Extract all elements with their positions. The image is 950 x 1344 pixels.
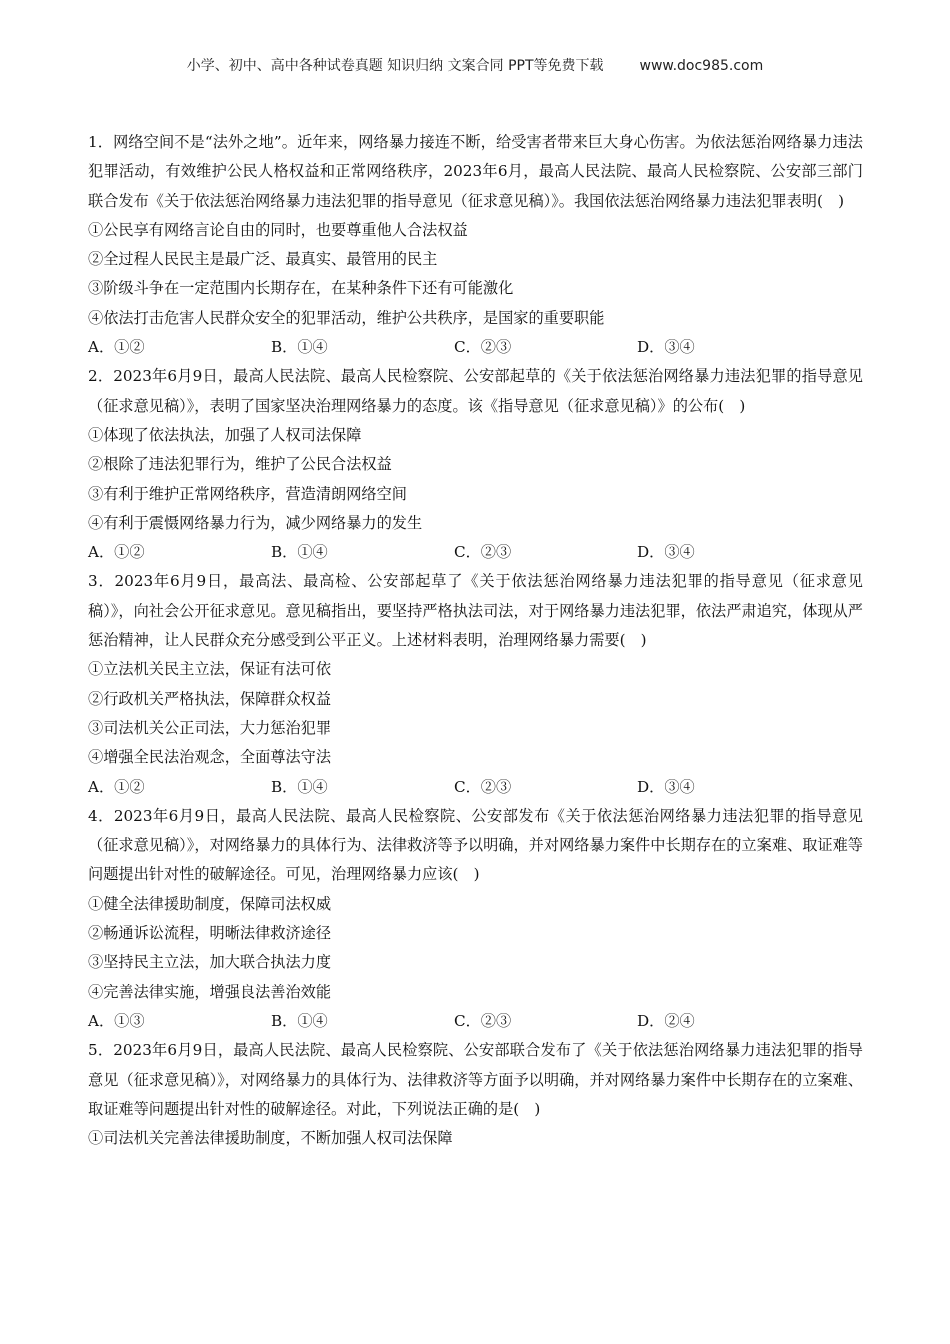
header-url[interactable]: www.doc985.com [639,58,764,74]
answer-choice-b[interactable]: B．①④ [271,1011,328,1030]
answer-choice-a[interactable]: A．①③ [88,1011,145,1030]
answer-choice-c[interactable]: C．②③ [454,777,512,796]
statement-option: ②根除了违法犯罪行为，维护了公民合法权益 [88,455,392,474]
question-2 [88,362,863,567]
statement-option: ③司法机关公正司法，大力惩治犯罪 [88,718,331,737]
statement-option: ④增强全民法治观念，全面尊法守法 [88,748,331,767]
statement-option: ④完善法律实施，增强良法善治效能 [88,982,331,1001]
answer-choice-d[interactable]: D．③④ [637,543,695,562]
answer-choice-a[interactable]: A．①② [88,543,145,562]
statement-option: ①立法机关民主立法，保证有法可依 [88,660,331,679]
question-stem: 5．2023年6月9日，最高人民法院、最高人民检察院、公安部联合发布了《关于依法惩治网络暴力违法犯罪的指导意见（征求意见稿）》，对网络暴力的具体行为、法律救济等方面予以明确，并对网络暴力案件中长期存在的立案难、取证难等问题提出针对性的破解途径。对此，下列说法正确的是( ) [88,1041,863,1118]
answer-choice-a[interactable]: A．①② [88,338,145,357]
answer-choice-c[interactable]: C．②③ [454,543,512,562]
answer-choices [88,333,863,362]
answer-choices [88,1007,863,1036]
question-1 [88,128,863,362]
answer-choice-b[interactable]: B．①④ [271,777,328,796]
statement-option: ③坚持民主立法，加大联合执法力度 [88,953,331,972]
question-5 [88,1036,863,1153]
answer-choice-d[interactable]: D．②④ [637,1011,695,1030]
statement-option: ④依法打击危害人民群众安全的犯罪活动，维护公共秩序，是国家的重要职能 [88,308,605,327]
statement-option: ②行政机关严格执法，保障群众权益 [88,689,331,708]
document-body [88,128,863,1153]
statement-option: ③阶级斗争在一定范围内长期存在，在某种条件下还有可能激化 [88,279,514,298]
answer-choice-b[interactable]: B．①④ [271,543,328,562]
statement-option: ①体现了依法执法，加强了人权司法保障 [88,425,362,444]
answer-choice-d[interactable]: D．③④ [637,777,695,796]
statement-option: ①司法机关完善法律援助制度，不断加强人权司法保障 [88,1129,453,1148]
statement-option: ①公民享有网络言论自由的同时，也要尊重他人合法权益 [88,220,468,239]
answer-choices [88,773,863,802]
answer-choice-b[interactable]: B．①④ [271,338,328,357]
answer-choices [88,538,863,567]
question-stem: 2．2023年6月9日，最高人民法院、最高人民检察院、公安部起草的《关于依法惩治网络暴力违法犯罪的指导意见（征求意见稿）》，表明了国家坚决治理网络暴力的态度。该《指导意见（征求意见稿）》的公布( ) [88,367,863,415]
page-header [0,55,950,75]
question-3 [88,567,863,801]
question-stem: 3．2023年6月9日，最高法、最高检、公安部起草了《关于依法惩治网络暴力违法犯罪的指导意见（征求意见稿）》，向社会公开征求意见。意见稿指出，要坚持严格执法司法，对于网络暴力违法犯罪，依法严肃追究，体现从严惩治精神，让人民群众充分感受到公平正义。上述材料表明，治理网络暴力需要( ) [88,572,863,650]
statement-option: ②全过程人民民主是最广泛、最真实、最管用的民主 [88,250,438,269]
statement-option: ②畅通诉讼流程，明晰法律救济途径 [88,924,331,943]
question-4 [88,802,863,1036]
answer-choice-c[interactable]: C．②③ [454,338,512,357]
question-stem: 1．网络空间不是“法外之地”。近年来，网络暴力接连不断，给受害者带来巨大身心伤害。为依法惩治网络暴力违法犯罪活动，有效维护公民人格权益和正常网络秩序，2023年6月，最高人民法院、最高人民检察院、公安部三部门联合发布《关于依法惩治网络暴力违法犯罪的指导意见（征求意见稿）》。我国依法惩治网络暴力违法犯罪表明( ) [88,133,863,210]
question-stem: 4．2023年6月9日，最高人民法院、最高人民检察院、公安部发布《关于依法惩治网络暴力违法犯罪的指导意见（征求意见稿）》，对网络暴力的具体行为、法律救济等予以明确，并对网络暴力案件中长期存在的立案难、取证难等问题提出针对性的破解途径。可见，治理网络暴力应该( ) [88,806,863,884]
statement-option: ③有利于维护正常网络秩序，营造清朗网络空间 [88,484,407,503]
answer-choice-a[interactable]: A．①② [88,777,145,796]
answer-choice-d[interactable]: D．③④ [637,338,695,357]
statement-option: ①健全法律援助制度，保障司法权威 [88,894,331,913]
answer-choice-c[interactable]: C．②③ [454,1011,512,1030]
header-text: 小学、初中、高中各种试卷真题 知识归纳 文案合同 PPT等免费下载 [186,58,604,74]
statement-option: ④有利于震慑网络暴力行为，减少网络暴力的发生 [88,513,423,532]
